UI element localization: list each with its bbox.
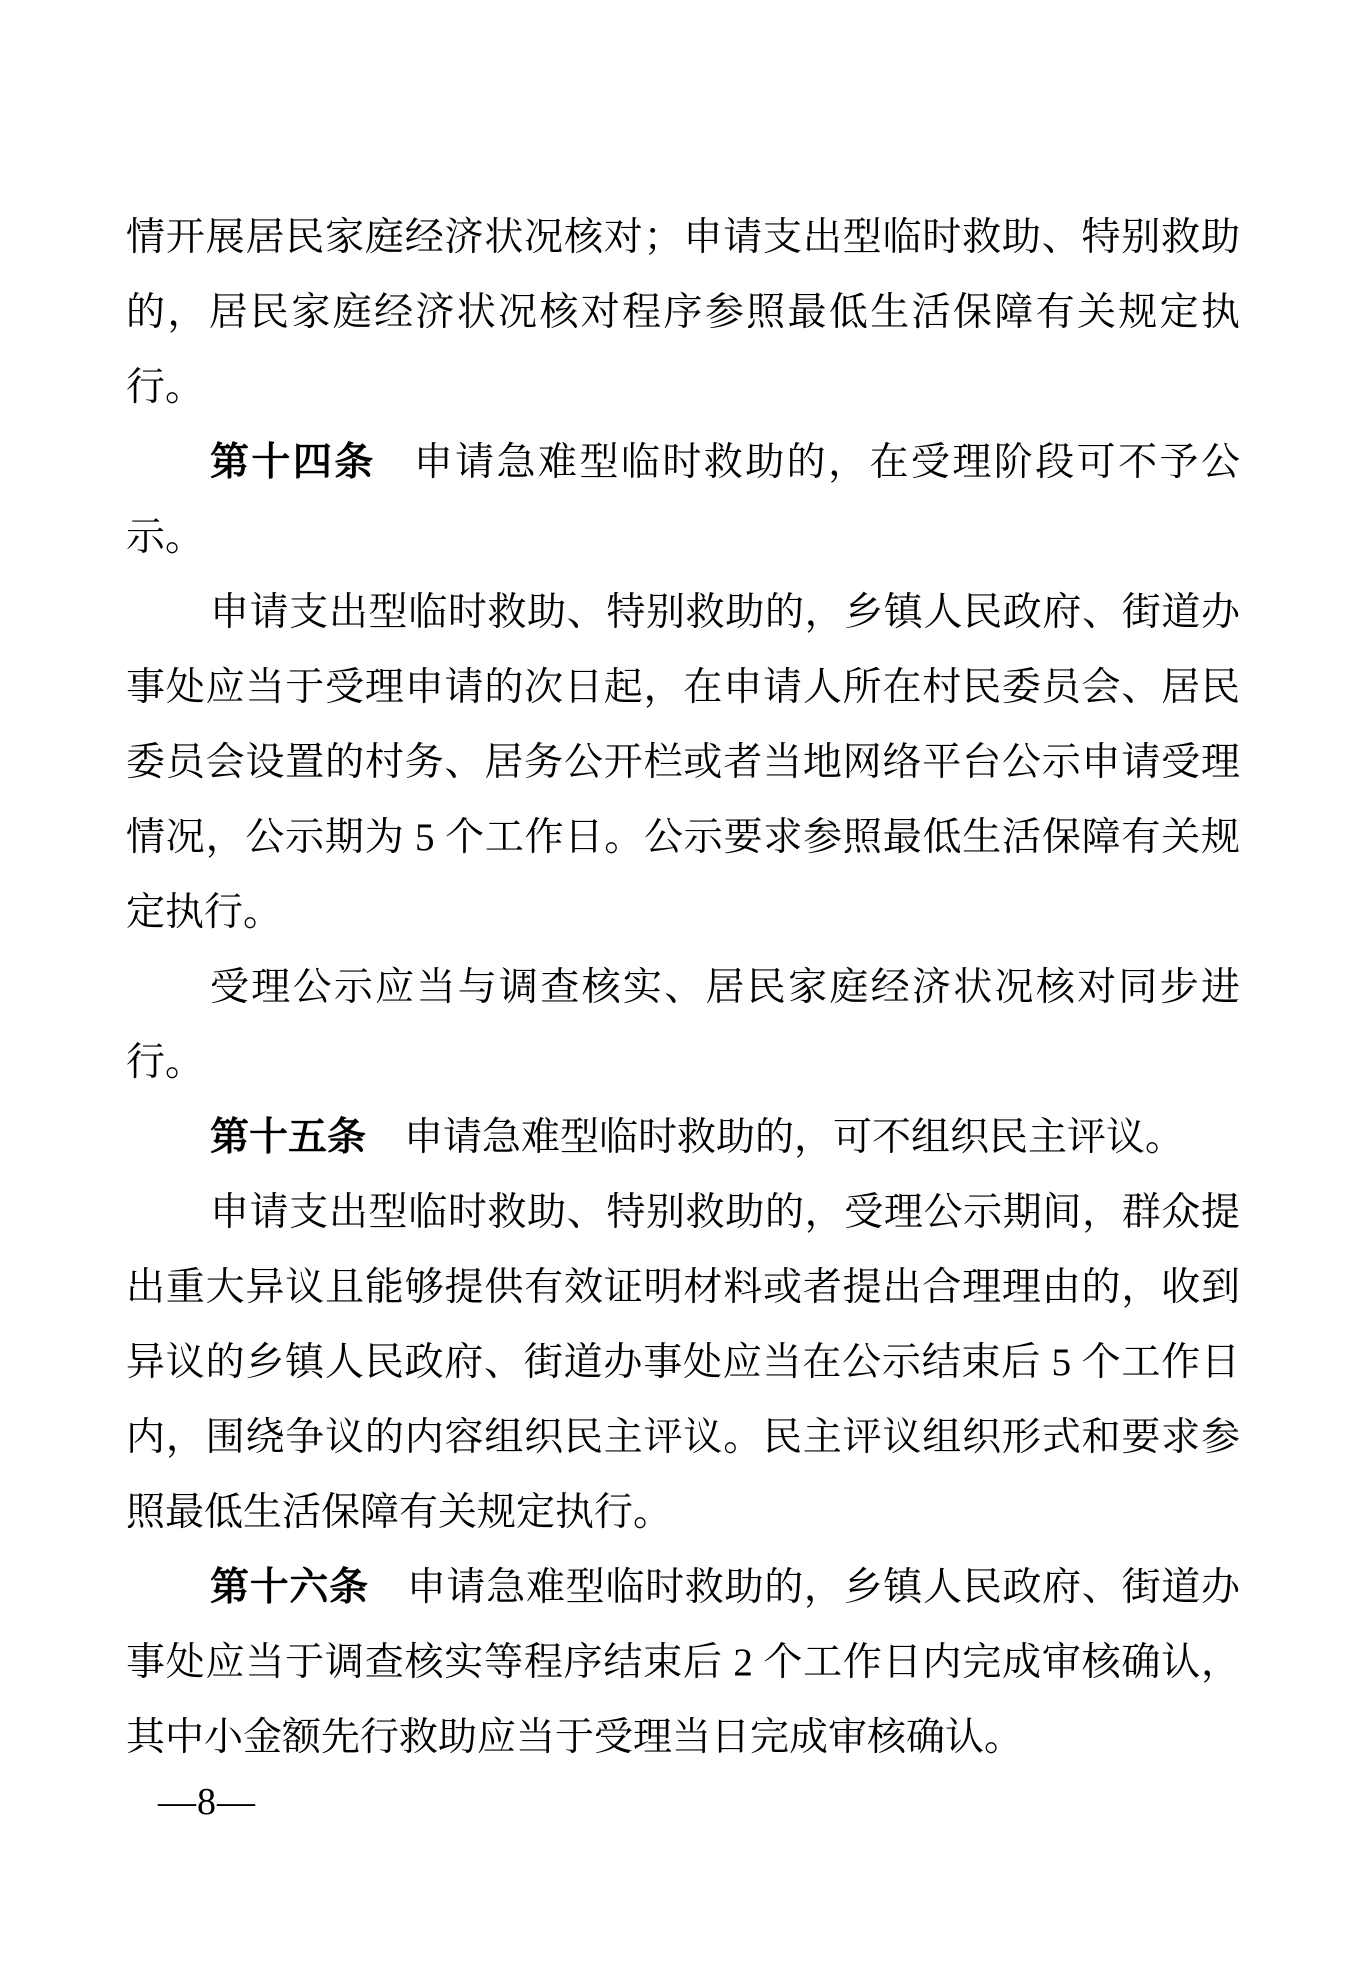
paragraph — [126, 1100, 1240, 1175]
paragraph — [126, 575, 1240, 950]
paragraph — [126, 200, 1240, 425]
document-body — [126, 200, 1240, 1775]
article-heading: 第十四条 — [210, 441, 376, 484]
paragraph — [126, 950, 1240, 1100]
article-heading: 第十六条 — [210, 1566, 369, 1609]
paragraph-text: 受理公示应当与调查核实、居民家庭经济状况核对同步进行。 — [126, 966, 1240, 1084]
paragraph-text: 申请急难型临时救助的，在受理阶段可不予公示。 — [126, 441, 1240, 559]
article-heading: 第十五条 — [210, 1116, 367, 1159]
paragraph-text: 申请急难型临时救助的，可不组织民主评议。 — [404, 1116, 1185, 1159]
paragraph-text: 情开展居民家庭经济状况核对；申请支出型临时救助、特别救助的，居民家庭经济状况核对程序参照最低生活保障有关规定执行。 — [126, 216, 1240, 409]
paragraph-text: 申请支出型临时救助、特别救助的，乡镇人民政府、街道办事处应当于受理申请的次日起，在申请人所在村民委员会、居民委员会设置的村务、居务公开栏或者当地网络平台公示申请受理情况，公示期为 5 个工作日。公示要求参照最低生活保障有关规定执行。 — [126, 591, 1240, 934]
paragraph-text: 申请支出型临时救助、特别救助的，受理公示期间，群众提出重大异议且能够提供有效证明材料或者提出合理理由的，收到异议的乡镇人民政府、街道办事处应当在公示结束后 5 个工作日内，围绕争议的内容组织民主评议。民主评议组织形式和要求参照最低生活保障有关规定执行。 — [126, 1191, 1240, 1534]
paragraph — [126, 1550, 1240, 1775]
paragraph — [126, 425, 1240, 575]
paragraph-text: 申请急难型临时救助的，乡镇人民政府、街道办事处应当于调查核实等程序结束后 2 个工作日内完成审核确认，其中小金额先行救助应当于受理当日完成审核确认。 — [126, 1566, 1240, 1759]
page-number: —8— — [158, 1781, 256, 1823]
paragraph — [126, 1175, 1240, 1550]
